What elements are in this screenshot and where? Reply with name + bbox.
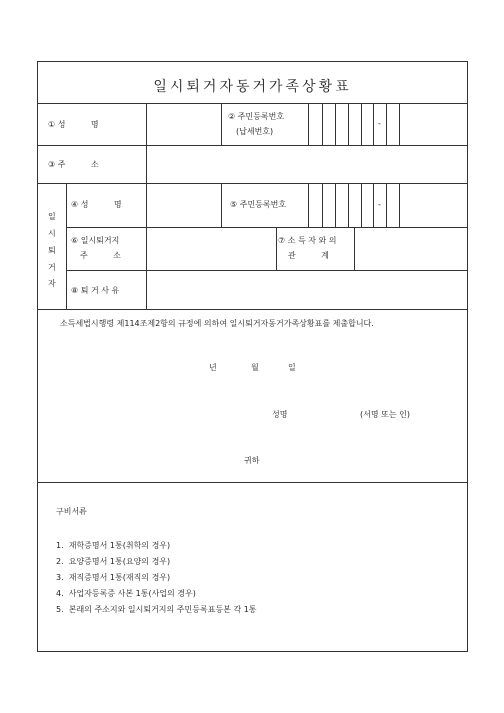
- temp-name-label: ④ 성 명: [71, 200, 122, 209]
- temp-resident-number-label: ⑤ 주민등록번호: [230, 200, 287, 209]
- doc-item: 4. 사업자등록증 사본 1통(사업의 경우): [56, 589, 196, 598]
- rrn-dash: -: [378, 119, 381, 128]
- temp-resident-family-form: [37, 61, 468, 652]
- relation-label-2: 관 계: [288, 251, 329, 260]
- temp-resident-label-4: 거: [48, 263, 56, 272]
- submission-statement: 소득세법시행령 제114조제2항의 규정에 의하여 일시퇴거자동거가족상황표를 제출합니다.: [60, 319, 374, 328]
- doc-item: 5. 본래의 주소지와 일시퇴거지의 주민등록표등본 각 1통: [56, 605, 257, 614]
- doc-item: 3. 재직증명서 1통(재직의 경우): [56, 573, 171, 582]
- temp-resident-label-1: 일: [48, 212, 56, 221]
- signer-label: 성명: [272, 410, 288, 419]
- move-reason-label: ⑧ 퇴 거 사 유: [71, 286, 120, 295]
- doc-item: 2. 요양증명서 1통(요양의 경우): [56, 557, 171, 566]
- date-month: 월: [251, 363, 259, 372]
- temp-resident-label-5: 자: [48, 279, 56, 288]
- form-title: 일시퇴거자동거가족상황표: [153, 79, 352, 95]
- temp-rrn-dash: -: [378, 200, 381, 209]
- temp-resident-label-3: 퇴: [48, 246, 56, 255]
- docs-title: 구비서류: [56, 507, 87, 516]
- date-year: 년: [209, 363, 217, 372]
- doc-item: 1. 재학증명서 1통(취학의 경우): [56, 541, 171, 550]
- recipient-label: 귀하: [244, 456, 260, 465]
- date-day: 일: [288, 363, 296, 372]
- address-label: ③ 주 소: [48, 160, 99, 169]
- relation-label-1: ⑦ 소 득 자 와 의: [278, 236, 337, 245]
- resident-number-label: ② 주민등록번호: [228, 112, 285, 121]
- temp-resident-label-2: 시: [48, 229, 56, 238]
- tax-number-label: (납세번호): [236, 127, 274, 136]
- name-label: ① 성 명: [48, 120, 99, 129]
- temp-address-label-1: ⑥ 일시퇴거지: [71, 236, 120, 245]
- temp-address-label-2: 주 소: [80, 251, 121, 260]
- sign-note: (서명 또는 인): [360, 410, 410, 419]
